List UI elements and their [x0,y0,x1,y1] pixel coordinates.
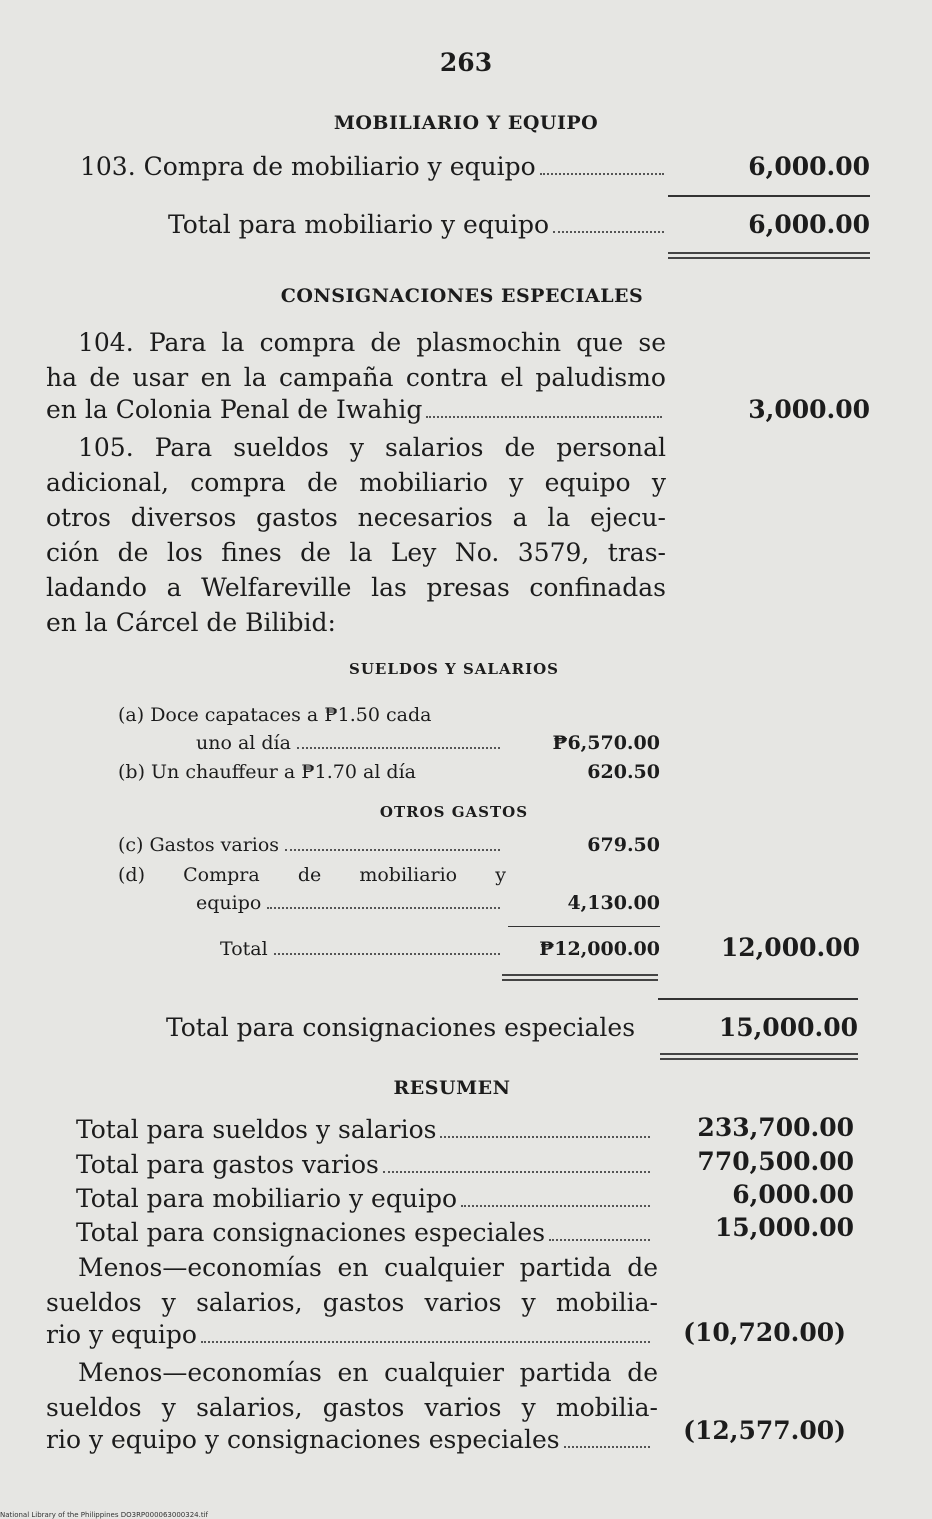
menos2-amount: (12,577.00) [683,1416,846,1445]
item-d-amount: 4,130.00 [567,892,660,914]
sub-total-row [220,938,506,960]
item-d-line1: (d) Compra de mobiliario y [118,864,506,886]
leader-dots [274,952,500,955]
menos2-line: sueldos y salarios, gastos varios y mobilia- [46,1393,658,1422]
mobiliario-total-row [168,210,668,239]
leader-dots [540,172,664,175]
item-104-line: 104. Para la compra de plasmochin que se [78,328,666,357]
page-number: 263 [439,48,493,77]
menos1-last-row [46,1320,654,1349]
resumen-label: Total para consignaciones especiales [76,1218,546,1247]
heading-mobiliario: MOBILIARIO Y EQUIPO [333,112,599,134]
heading-resumen: RESUMEN [393,1077,511,1099]
item-104-line: en la Colonia Penal de Iwahig [46,395,423,424]
item-105-paragraph [46,430,666,640]
item-a-amount: ₱6,570.00 [552,732,660,754]
leader-dots [461,1204,650,1207]
rule [658,998,858,1000]
item-104-line: ha de usar en la campaña contra el paludismo [46,363,666,392]
menos1-line: Menos—economías en cualquier partida de [78,1253,658,1282]
item-b-amount: 620.50 [587,761,660,783]
menos2-paragraph [46,1355,658,1425]
leader-dots [297,746,500,749]
item-b-label: (b) Un chauffeur a ₱1.70 al día [118,761,416,783]
resumen-row [76,1184,654,1213]
item-104-paragraph [46,325,666,395]
rule [668,195,870,197]
item-104-amount: 3,000.00 [748,395,870,424]
item-103-amount: 6,000.00 [748,152,870,181]
item-103-label: 103. Compra de mobiliario y equipo [80,152,536,181]
item-a-line2: uno al día [196,732,291,754]
leader-dots [440,1135,650,1138]
resumen-row [76,1115,654,1144]
consignaciones-total-label: Total para consignaciones especiales [166,1013,636,1042]
double-rule [660,1053,858,1060]
item-c-label: (c) Gastos varios [118,834,280,856]
resumen-label: Total para gastos varios [76,1150,379,1179]
item-105-line: otros diversos gastos necesarios a la ejecu- [46,503,666,532]
menos1-paragraph [46,1250,658,1320]
item-105-line: adicional, compra de mobiliario y equipo y [46,468,666,497]
leader-dots [267,906,500,909]
leader-dots [553,230,664,233]
menos2-line: Menos—economías en cualquier partida de [78,1358,658,1387]
sub-total-label: Total [220,938,268,960]
menos1-line: rio y equipo [46,1320,197,1349]
menos2-line: rio y equipo y consignaciones especiales [46,1425,560,1454]
leader-dots [564,1445,650,1448]
item-d-line2: equipo [196,892,262,914]
resumen-amount: 6,000.00 [732,1180,854,1209]
mobiliario-total-label: Total para mobiliario y equipo [168,210,550,239]
rule [508,926,660,927]
double-rule [668,252,870,259]
mobiliario-total-amount: 6,000.00 [748,210,870,239]
item-105-line: ción de los fines de la Ley No. 3579, tras- [46,538,666,567]
resumen-amount: 15,000.00 [714,1213,854,1242]
resumen-label: Total para mobiliario y equipo [76,1184,458,1213]
item-105-line: ladando a Welfareville las presas confinadas [46,573,666,602]
resumen-amount: 233,700.00 [697,1113,854,1142]
sub-total-carried: 12,000.00 [720,933,860,962]
resumen-row [76,1218,654,1247]
item-c-amount: 679.50 [587,834,660,856]
consignaciones-total-amount: 15,000.00 [718,1013,858,1042]
item-c-row [118,834,506,856]
item-104-last-row [46,395,666,424]
menos1-line: sueldos y salarios, gastos varios y mobilia- [46,1288,658,1317]
leader-dots [549,1238,650,1241]
double-rule [502,974,658,981]
resumen-label: Total para sueldos y salarios [76,1115,437,1144]
leader-dots [383,1170,650,1173]
heading-sueldos: SUELDOS Y SALARIOS [349,660,559,678]
item-a-line1: (a) Doce capataces a ₱1.50 cada [118,704,432,726]
resumen-amount: 770,500.00 [697,1147,854,1176]
item-a-row [196,732,506,754]
heading-consignaciones: CONSIGNACIONES ESPECIALES [280,285,644,307]
leader-dots [426,415,662,418]
item-105-line: 105. Para sueldos y salarios de personal [78,433,666,462]
footer-source: National Library of the Philippines DO3RP000063000324.tif [0,1511,208,1519]
menos2-last-row [46,1425,654,1454]
resumen-row [76,1150,654,1179]
item-103-row [80,152,668,181]
menos1-amount: (10,720.00) [683,1318,846,1347]
sub-total-amount: ₱12,000.00 [539,938,660,960]
heading-otros-gastos: OTROS GASTOS [379,803,529,821]
item-d-row [196,892,506,914]
item-105-line: en la Cárcel de Bilibid: [46,608,336,637]
leader-dots [201,1340,650,1343]
leader-dots [285,848,500,851]
